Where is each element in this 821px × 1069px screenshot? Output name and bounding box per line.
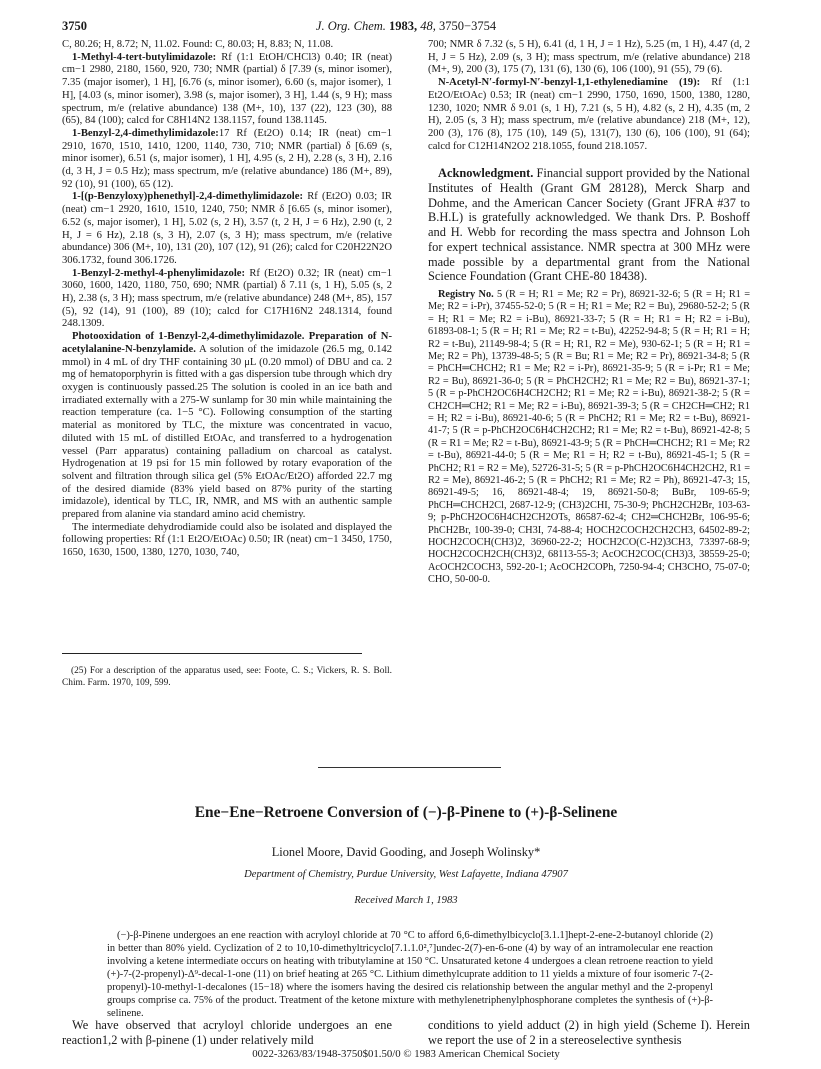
registry-label: Registry No. bbox=[438, 288, 494, 300]
acknowledgment bbox=[428, 166, 750, 284]
page-number: 3750 bbox=[62, 19, 87, 33]
footnote-divider bbox=[62, 653, 362, 654]
journal-pages: 3750−3754 bbox=[439, 19, 497, 33]
experimental-paragraph: The intermediate dehydrodiamide could also be isolated and displayed the following properties: Rf (1:1 Et2O/EtOAc) 0.50; IR (neat) cm−1 3450, 1750, 1650, 1630, 1500, 1380, 1270, 1030, 740, bbox=[62, 521, 392, 559]
journal-citation bbox=[62, 19, 750, 34]
footnote: (25) For a description of the apparatus used, see: Foote, C. S.; Vickers, R. S. Boll. Chim. Farm. 1970, 109, 599. bbox=[62, 666, 392, 688]
journal-name: J. Org. Chem. bbox=[315, 19, 386, 33]
compound-entry bbox=[428, 77, 750, 153]
acknowledgment-text: Financial support provided by the National Institutes of Health (Grant GM 28128), Merck Sharp and Dohme, and the American Cancer Society (Grant JFRA #37 to B.H.L) is gratefully acknowledged. We thank Drs. P. Boshoff and H. Webb for recording the mass spectra and Johnson Loh for expert technical assistance. NMR spectra at 300 MHz were made possible by a departmental grant from the National Science Foundation (Grant CHE-80 18438). bbox=[428, 166, 750, 284]
acknowledgment-label: Acknowledgment. bbox=[438, 166, 534, 181]
compound-name: 1-Benzyl-2,4-dimethylimidazole: bbox=[72, 127, 219, 139]
affiliation: Department of Chemistry, Purdue University, West Lafayette, Indiana 47907 bbox=[244, 869, 568, 880]
compound-data: 17 Rf (Et2O) 0.14; IR (neat) cm−1 2910, 1670, 1510, 1410, 1200, 1140, 730, 710; NMR (partial) δ [6.69 (s, minor isomer), 6.51 (s, major isomer), 1 H], 4.95 (s, 2 H), 2.28 (s, 3 H), 2.16 (d, 3 H, J = 0.5 Hz); mass spectrum, m/e (relative abundance) 186 (M+, 89), 92 (10), 91 (100), 65 (12). bbox=[62, 127, 392, 190]
experimental-paragraph bbox=[62, 331, 392, 522]
compound-data: Rf (1:1 EtOH/CHCl3) 0.40; IR (neat) cm−1 2980, 2180, 1560, 920, 730; NMR (partial) δ [7.39 (s, minor isomer), 7.35 (major isomer), 1 H], [6.76 (s, minor isomer), 6.60 (s, major isomer), 1 H], [4.03 (s, minor isomer), 3.98 (s, major isomer), 3 H], 1.44 (s, 9 H); mass spectrum, m/e (relative abundance) 138 (M+, 10), 137 (22), 123 (30), 88 (65), 84 (100); calcd for C8H14N2 138.1157, found 138.1145. bbox=[62, 51, 392, 127]
right-column bbox=[428, 39, 750, 587]
received-date: Received March 1, 1983 bbox=[354, 895, 458, 906]
compound-entry bbox=[62, 128, 392, 192]
left-column bbox=[62, 39, 392, 560]
registry-numbers bbox=[428, 289, 750, 587]
registry-text: 5 (R = H; R1 = Me; R2 = Pr), 86921-32-6; 5 (R = H; R1 = Me; R2 = i-Pr), 37455-52-0; 5 (R = H; R1 = Me; R2 = Bu), 29680-52-2; 5 (R = H; R1 = Me; R2 = i-Bu), 86921-33-7; 5 (R = H; R1 = H; R2 = i-Bu), 61893-08-1; 5 (R = H; R1 = Me; R2 = t-Bu), 42252-94-8; 5 (R = H; R1 = H; R2 = t-Bu), 21149-98-4; 5 (R = H; R1, R2 = Me), 930-62-1; 5 (R = H; R1 = Me; R2 = Ph), 13739-48-5; 5 (R = Bu; R1 = Me; R2 = Pr), 86921-34-8; 5 (R = PhCH═CHCH2; R1 = Me; R2 = i-Pr), 86921-35-9; 5 (R = i-Pr; R1 = Me; R2 = Bu), 86921-36-0; 5 (R = PhCH2CH2; R1 = Me; R2 = Bu), 86921-37-1; 5 (R = p-PhCH2OC6H4CH2CH2; R1 = Me; R2 = i-Bu), 86921-38-2; 5 (R = CH2CH═CH2; R1 = Me; R2 = i-Bu), 86921-39-3; 5 (R = CH2CH═CH2; R1 = H; R2 = i-Bu), 86921-40-6; 5 (R = PhCH2; R1 = Me; R2 = t-Bu), 86921-41-7; 5 (R = p-PhCH2OC6H4CH2CH2; R1 = Me; R2 = t-Bu), 86921-42-8; 5 (R = R1 = Me; R2 = t-Bu), 86921-43-9; 5 (R = PhCH═CHCH2; R1 = Me; R2 = t-Bu), 86921-44-0; 5 (R = Me; R1 = H; R2 = t-Bu), 86921-45-1; 5 (R = PhCH2; R1 = R2 = Me), 52726-31-5; 5 (R = p-PhCH2OC6H4CH2CH2, R1 = R2 = Me), 86921-46-2; 5 (R = PhCH2; R1 = Me; R2 = Ph), 86921-47-3; 15, 86921-49-5; 16, 86921-48-4; 19, 86921-50-8; BuBr, 109-65-9; PhCH═CHCH2Cl, 2687-12-9; (CH3)2CHI, 75-30-9; PhCH2CH2Br, 103-63-9; p-PhCH2OC6H4CH2CH2OTs, 86587-62-4; CH2═CHCH2Br, 106-95-6; PhCH2Br, 100-39-0; CH3I, 74-88-4; HOCH2COCH2CH2CH3, 64502-89-2; HOCH2COCH(CH3)2, 36960-22-2; HOCH2CO(C-H2)3CH3, 73397-68-9; HOCH2COCH2CH(CH3)2, 68113-55-3; AcOCH2COC(CH3)3, 38559-25-0; AcOCH2COCH3, 592-20-1; AcOCH2COPh, 7250-94-4; CH3CHO, 75-07-0; CHO, 50-00-0. bbox=[428, 288, 750, 586]
abstract: (−)-β-Pinene undergoes an ene reaction with acryloyl chloride at 70 °C to afford 6,6-dimethylbicyclo[3.1.1]hept-2-ene-2-butanoyl chloride (2) in better than 80% yield. Cyclization of 2 to 10,10-dimethyltricyclo[7.1.1.0²,⁷]undec-2(7)-en-6-one (4) by way of an intramolecular ene reaction involving a ketene intermediate occurs on heating with tributylamine at 150 °C. Unsaturated ketone 4 undergoes a clean retroene reaction to yield (+)-7-(2-propenyl)-Δ⁹-decal-1-one (11) on brief heating at 265 °C. Lithium dimethylcuprate addition to 11 yields a mixture of four isomeric 7-(2-propenyl)-10-methyl-1-decalones (15−18) where the isomers having the desired cis relationship between the angular methyl and the 2-propenyl groups comprise ca. 75% of the product. Treatment of the ketone mixture with methylenetriphenylphosphorane completes the synthesis of (+)-β-selinene. bbox=[107, 930, 713, 1019]
body-text-right: conditions to yield adduct (2) in high yield (Scheme I). Herein we report the use of 2 in a stereoselective synthesis bbox=[428, 1018, 750, 1048]
compound-name: 1-Methyl-4-tert-butylimidazole: bbox=[72, 51, 217, 63]
compound-entry bbox=[62, 191, 392, 267]
journal-volume: 48, bbox=[420, 19, 436, 33]
compound-entry bbox=[62, 268, 392, 332]
compound-name: 1-[(p-Benzyloxy)phenethyl]-2,4-dimethylimidazole: bbox=[72, 191, 303, 203]
article-authors: Lionel Moore, David Gooding, and Joseph Wolinsky* bbox=[271, 845, 541, 859]
compound-name: N-Acetyl-N′-formyl-N′-benzyl-1,1-ethylenediamine (19): bbox=[438, 77, 701, 89]
body-text-left: We have observed that acryloyl chloride undergoes an ene reaction1,2 with β-pinene (1) under relatively mild bbox=[62, 1018, 392, 1048]
experimental-text: A solution of the imidazole (26.5 mg, 0.142 mmol) in 4 mL of dry THF containing 30 μL (0.20 mmol) of DBU and ca. 2 mg of hematoporphyrin is fitted with a gas dispersion tube through which dry oxygen is continuously passed.25 The solution is cooled in an ice bath and irradiated externally with a 275-W sunlamp for 30 min while maintaining the reaction temperature (ca. 1−5 °C). Following consumption of the starting material as monitored by TLC, the mixture was concentrated in vacuo, diluted with 15 mL of distilled EtOAc, and transferred to a hydrogenation vessel (Parr apparatus) containing palladium on charcoal as catalyst. Hydrogenation at 19 psi for 15 min followed by rotary evaporation of the solvent and filtration through silica gel (5% EtOAc/Et2O) afforded 22.7 mg of the desired diamide (83% yield based on 87% purity of the starting imidazole), identical by TLC, IR, NMR, and MS with an authentic sample prepared from alanine via standard amino acid chemistry. bbox=[62, 343, 392, 521]
analysis-line: C, 80.26; H, 8.72; N, 11.02. Found: C, 80.03; H, 8.83; N, 11.08. bbox=[62, 39, 334, 50]
compound-entry bbox=[62, 52, 392, 128]
compound-continuation: 700; NMR δ 7.32 (s, 5 H), 6.41 (d, 1 H, J = 1 Hz), 5.25 (m, 1 H), 4.47 (d, 2 H, J = 5 Hz), 2.09 (s, 3 H); mass spectrum, m/e (relative abundance) 218 (M+, 9), 200 (3), 175 (7), 131 (6), 130 (6), 106 (100), 91 (55), 79 (6). bbox=[428, 39, 750, 76]
experimental-heading: Photooxidation of 1-Benzyl-2,4-dimethylimidazole. Preparation of N-acetylalanine-N-benzylamide. bbox=[62, 331, 392, 355]
compound-name: 1-Benzyl-2-methyl-4-phenylimidazole: bbox=[72, 267, 246, 279]
compound-data: Rf (Et2O) 0.03; IR (neat) cm−1 2920, 1610, 1510, 1240, 750; NMR δ [6.65 (s, minor isomer), 6.52 (s, major isomer), 1 H], 5.02 (s, 2 H), 3.57 (t, 2 H, J = 6 Hz), 2.90 (t, 2 H, J = 6 Hz), 2.18 (s, 3 H), 2.07 (s, 3 H); mass spectrum, m/e (relative abundance) 306 (M+, 10), 131 (20), 107 (12), 91 (26); calcd for C20H22N2O 306.1732, found 306.1726. bbox=[62, 191, 392, 266]
compound-data: Rf (Et2O) 0.32; IR (neat) cm−1 3060, 1600, 1420, 1180, 750, 690; NMR (partial) δ 7.11 (s, 1 H), 5.05 (s, 2 H), 2.38 (s, 3 H); mass spectrum, m/e (relative abundance) 248 (M+, 85), 157 (5), 92 (14), 91 (100), 89 (10); calcd for C17H16N2 248.1314, found 248.1309. bbox=[62, 267, 392, 330]
article-title: Ene−Ene−Retroene Conversion of (−)-β-Pinene to (+)-β-Selinene bbox=[194, 804, 618, 821]
compound-data: Rf (1:1 Et2O/EtOAc) 0.53; IR (neat) cm−1 2990, 1750, 1690, 1500, 1380, 1280, 1230, 1020; NMR δ 9.01 (s, 1 H), 7.21 (s, 5 H), 4.82 (s, 2 H), 4.35 (m, 2 H), 2.05 (s, 3 H); mass spectrum, m/e (relative abundance) 218 (M+, 12), 200 (3), 176 (8), 175 (10), 149 (5), 131(7), 130 (6), 106 (100), 91 (64); calcd for C12H14N2O2 218.1055, found 218.1057. bbox=[428, 77, 750, 152]
journal-year: 1983, bbox=[389, 19, 418, 33]
article-separator bbox=[318, 767, 501, 768]
copyright-footer: 0022-3263/83/1948-3750$01.50/0 © 1983 American Chemical Society bbox=[252, 1048, 560, 1060]
running-header bbox=[62, 19, 750, 37]
